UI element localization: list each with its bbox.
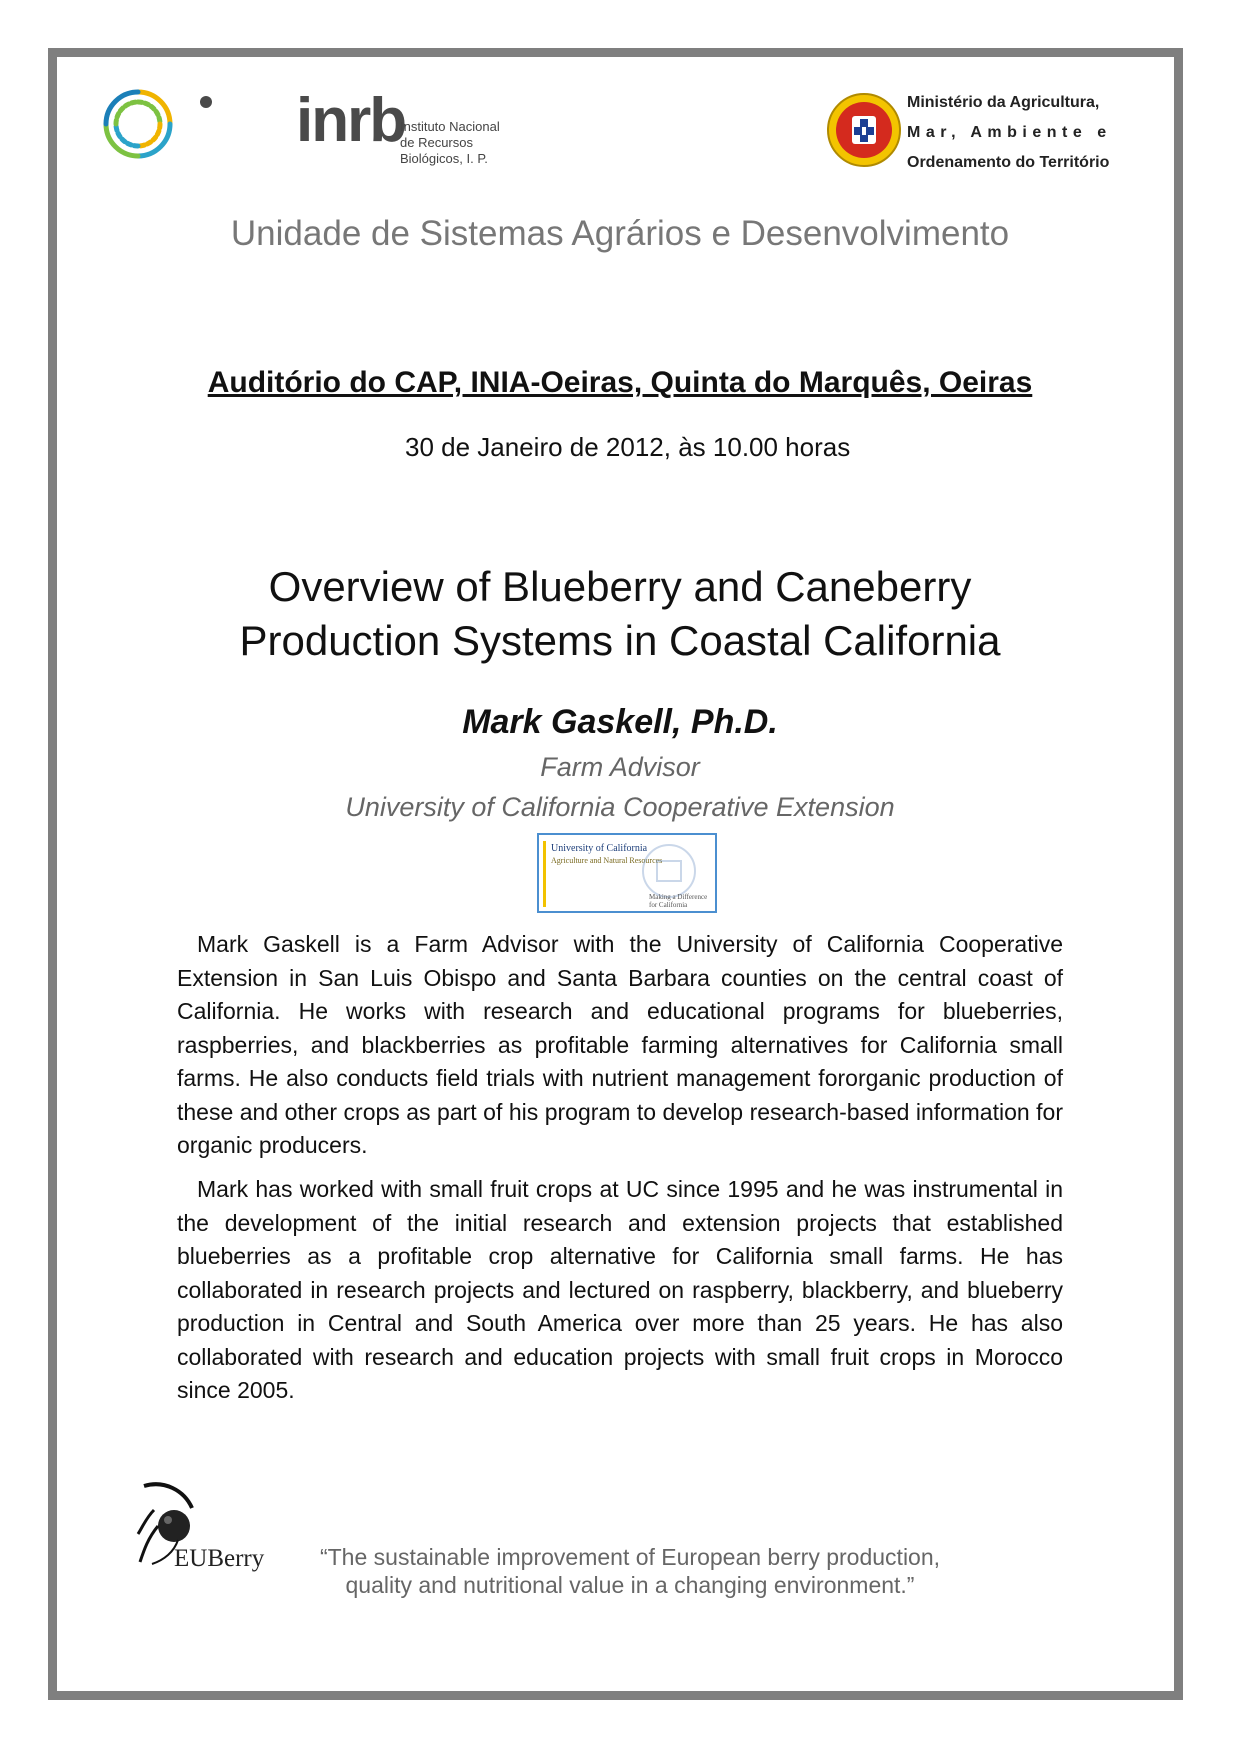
bio-paragraph-1: Mark Gaskell is a Farm Advisor with the University of California Cooperative Extension in San Luis Obispo and Santa Barbara counties on the central coast of California. He works with research and educational programs for blueberries, raspberries, and blackberries as profitable farming alternatives for California small farms. He also conducts field trials with nutrient management fororganic production of these and other crops as part of his program to develop research-based information for organic producers. [177,931,1063,1158]
inrb-logo [104,86,504,166]
footer-quote [290,1543,970,1599]
uc-logo-line3: Making a Difference for California [649,893,708,909]
euberry-wordmark: EUBerry [174,1545,265,1572]
speaker-organization: University of California Cooperative Extension [345,792,895,822]
inrb-i-dot-icon [196,88,296,162]
talk-title-line2: Production Systems in Coastal California [239,617,1001,664]
speaker-role: Farm Advisor [540,752,700,782]
ministry-logo [825,86,1155,176]
ministry-line2: Mar, Ambiente e [907,124,1112,141]
uc-logo-line2: Agriculture and Natural Resources [551,856,663,865]
footer-quote-line1: “The sustainable improvement of European berry production, [319,1544,941,1570]
inrb-wordmark: inrb [296,86,406,155]
bio-paragraph-2: Mark has worked with small fruit crops at UC since 1995 and he was instrumental in the development of the initial research and extension projects that established blueberries as a profitable crop alternative for California small farms. He has collaborated in research projects and lectured on raspberry, blackberry, and blueberry production in Central and South America over more than 25 years. He has also collaborated with research and education projects with small fruit crops in Morocco since 2005. [177,1176,1063,1403]
ministry-line1: Ministério da Agricultura, [907,94,1100,111]
inrb-subtitle-line2: de Recursos Biológicos, I. P. [400,135,488,166]
uc-logo-line1: University of California [551,843,648,854]
uc-anr-logo [537,833,717,913]
inrb-subtitle [400,119,504,167]
inrb-wreath-icon [98,86,178,162]
unit-title: Unidade de Sistemas Agrários e Desenvolvimento [230,214,1010,253]
ministry-name [907,88,1112,178]
talk-title [0,560,1240,668]
inrb-subtitle-line1: Instituto Nacional [400,119,500,134]
euberry-logo [134,1480,284,1580]
portugal-coat-of-arms-icon [825,90,903,170]
uc-seal-icon [639,841,699,901]
uc-logo-accent-bar [543,841,546,907]
speaker-name: Mark Gaskell, Ph.D. [462,703,778,741]
talk-title-line1: Overview of Blueberry and Caneberry [268,563,972,610]
event-date: 30 de Janeiro de 2012, às 10.00 horas [405,432,851,462]
venue: Auditório do CAP, INIA-Oeiras, Quinta do Marquês, Oeiras [207,366,1033,399]
footer-quote-line2: quality and nutritional value in a changing environment.” [345,1572,915,1598]
ministry-line3: Ordenamento do Território [907,154,1110,171]
